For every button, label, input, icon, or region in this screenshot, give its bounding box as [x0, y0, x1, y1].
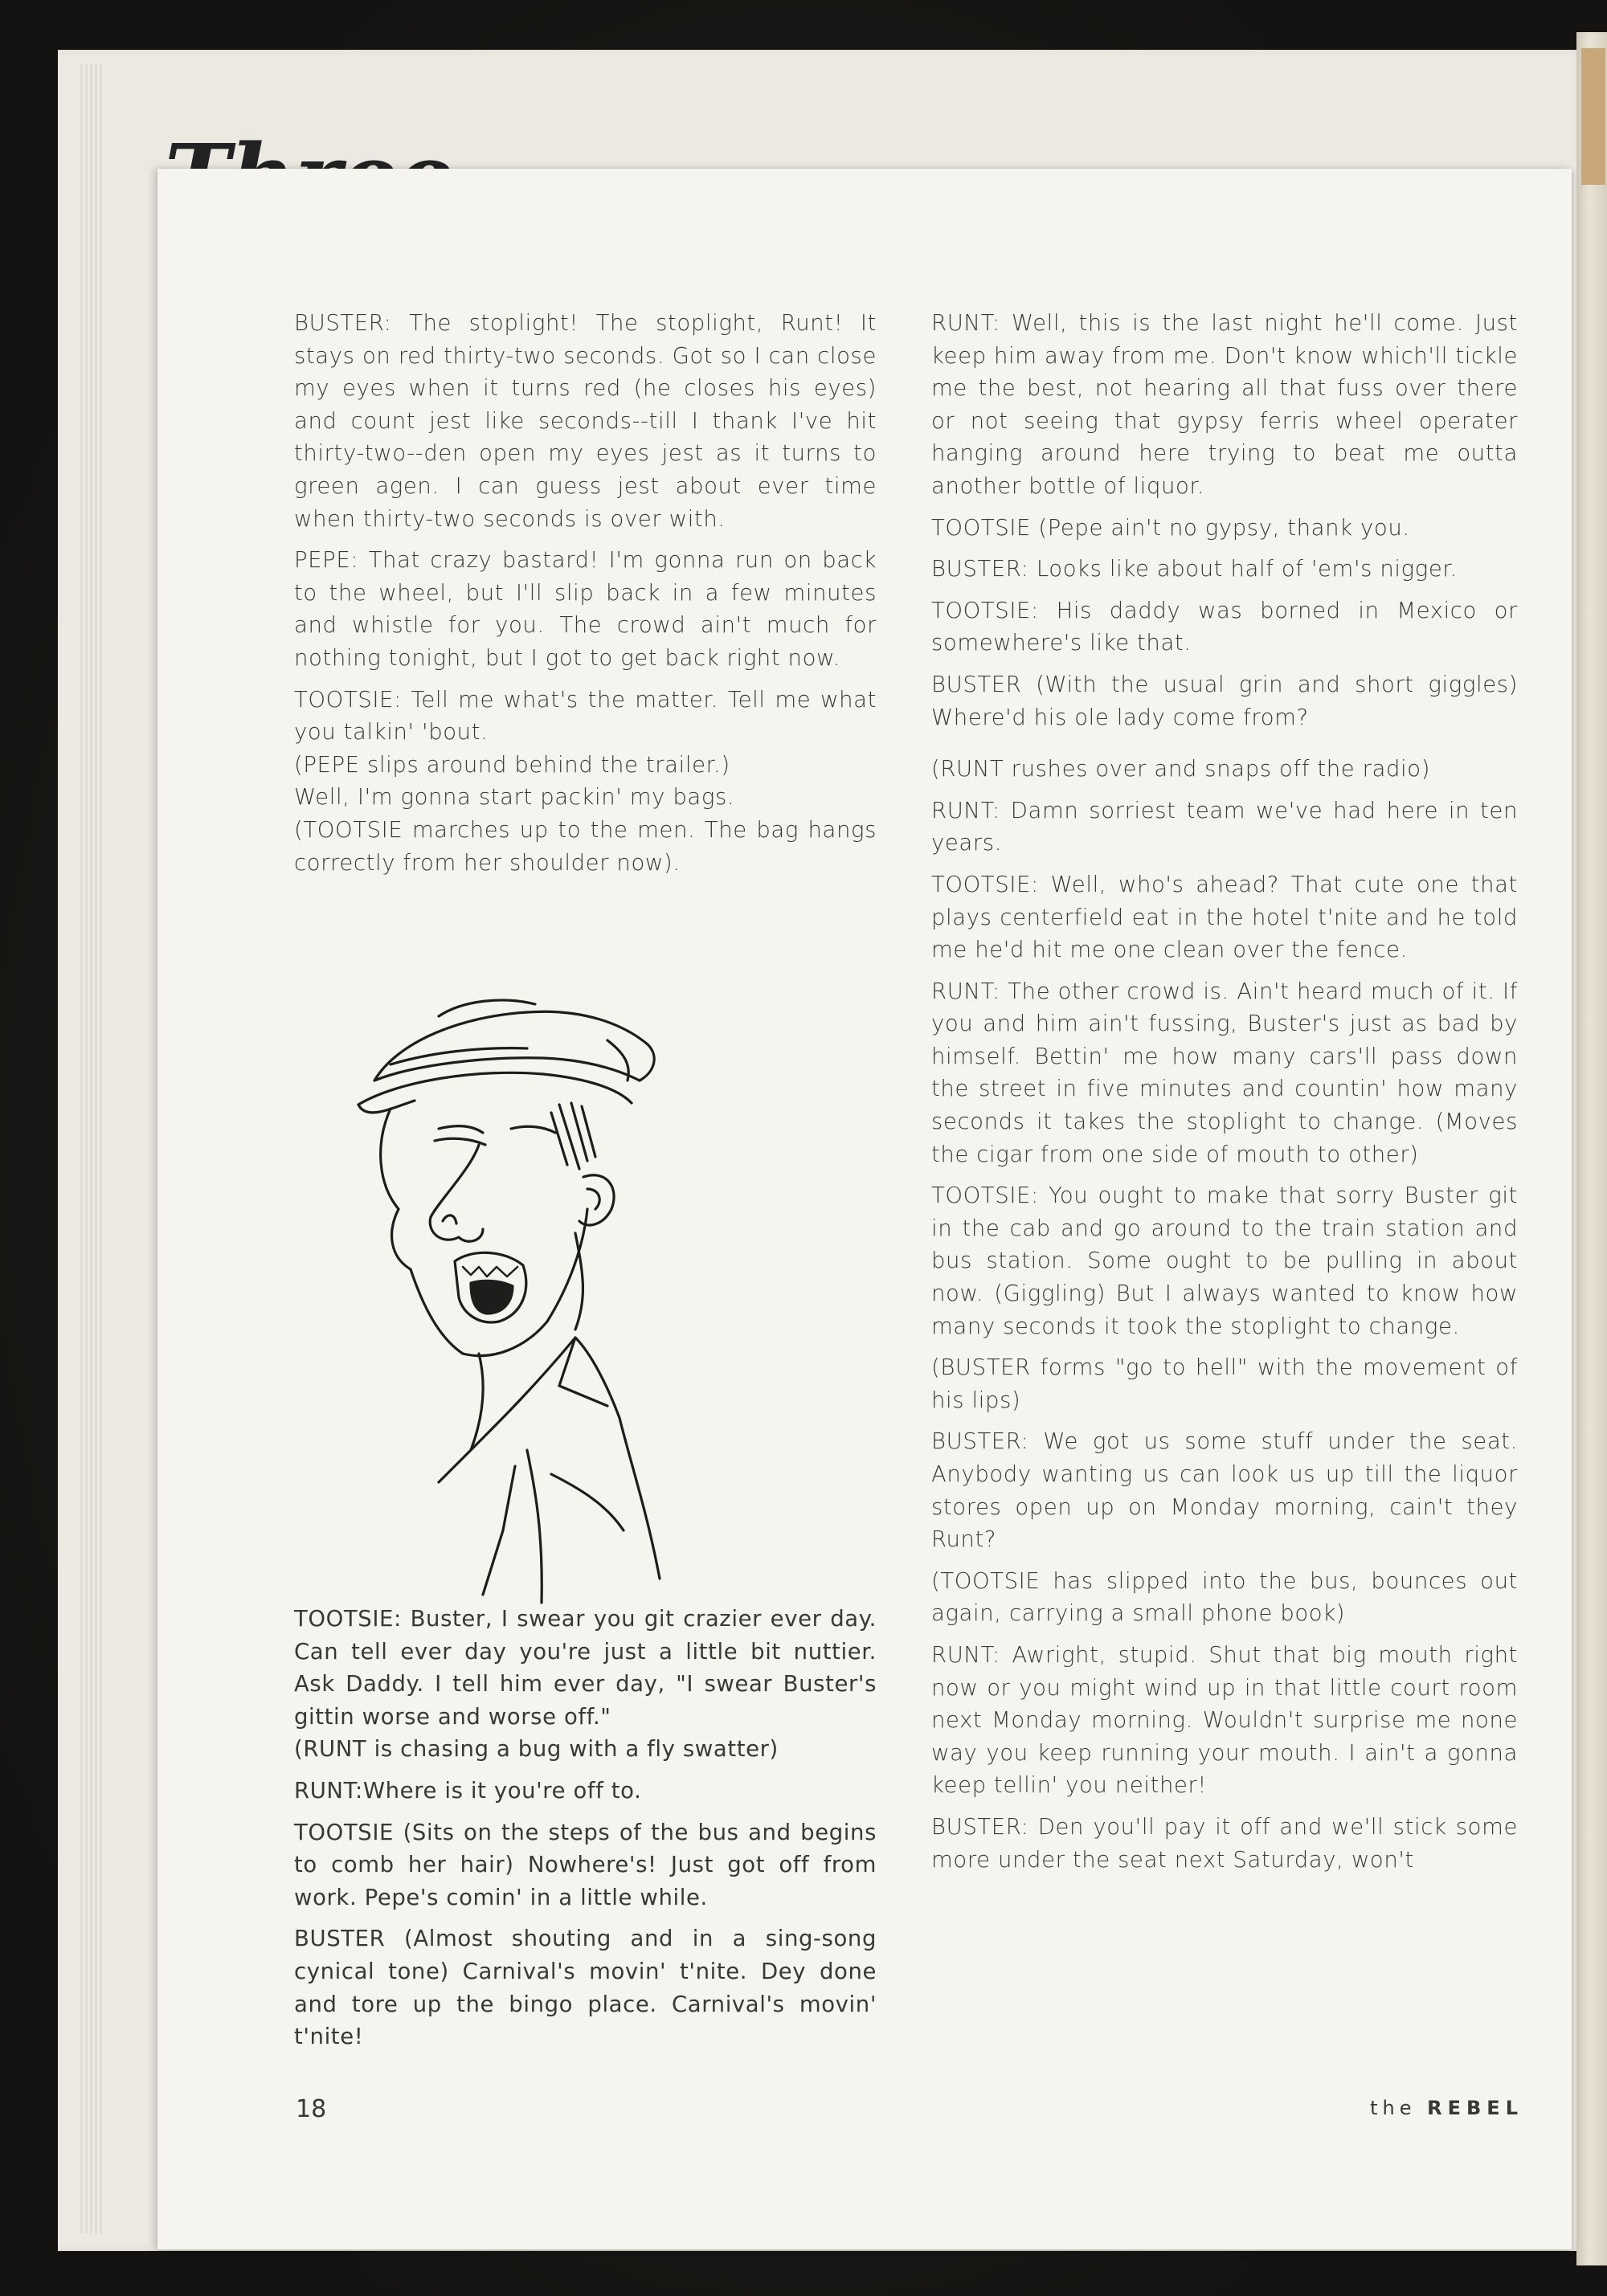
paragraph: BUSTER: Looks like about half of 'em's nigger. — [931, 556, 1458, 582]
paragraph: BUSTER: The stoplight! The stoplight, Runt! It stays on red thirty-two seconds. Got so I can close my eyes when it turns red (he closes his eyes) and count jest like seconds--till I thank I've hit thirty-two--den open my eyes jest as it turns to green agen. I can guess jest about ever time when thirty-two seconds is over with. — [294, 310, 877, 532]
right-column — [931, 307, 1518, 1885]
paragraph: BUSTER (Almost shouting and in a sing-song cynical tone) Carnival's movin' t'nite. Dey done and tore up the bingo place. Carnival's movin' t'nite! — [294, 1926, 877, 2050]
paragraph: PEPE: That crazy bastard! I'm gonna run on back to the wheel, but I'll slip back in a few minutes and whistle for you. The crowd ain't much for nothing tonight, but I got to get back right now. — [294, 547, 877, 671]
magazine-page — [157, 169, 1572, 2249]
paragraph: RUNT: Well, this is the last night he'll come. Just keep him away from me. Don't know which'll tickle me the best, not hearing all that fuss over there or not seeing that gypsy ferris wheel operater hanging around here trying to beat me outta another bottle of liquor. — [931, 310, 1518, 499]
magazine-name — [1370, 2097, 1523, 2119]
paragraph: Well, I'm gonna start packin' my bags. — [294, 784, 735, 811]
paragraph: RUNT:Where is it you're off to. — [294, 1777, 642, 1804]
magazine-title: REBEL — [1427, 2097, 1523, 2119]
next-page-edge — [1576, 32, 1607, 2265]
paragraph: TOOTSIE: Well, who's ahead? That cute one that plays centerfield eat in the hotel t'nite and he told me he'd hit me one clean over the fence. — [931, 871, 1518, 963]
paragraph: TOOTSIE: Tell me what's the matter. Tell me what you talkin' 'bout. — [294, 686, 877, 746]
stage-direction: (TOOTSIE has slipped into the bus, bounces out again, carrying a small phone book) — [931, 1567, 1518, 1627]
left-column-bottom — [294, 1603, 877, 2062]
paragraph: RUNT: Damn sorriest team we've had here in ten years. — [931, 797, 1518, 856]
paragraph: TOOTSIE: Buster, I swear you git crazier ever day. Can tell ever day you're just a little bit nuttier. Ask Daddy. I tell him ever day, "I swear Buster's gittin worse and worse off." — [294, 1606, 877, 1730]
stage-direction: (PEPE slips around behind the trailer.) — [294, 751, 730, 778]
page-number: 18 — [296, 2095, 327, 2123]
paragraph: TOOTSIE (Pepe ain't no gypsy, thank you. — [931, 514, 1410, 541]
paragraph: BUSTER: Den you'll pay it off and we'll stick some more under the seat next Saturday, won't — [931, 1813, 1518, 1873]
stage-direction: (BUSTER forms "go to hell" with the movement of his lips) — [931, 1354, 1518, 1413]
paragraph: RUNT: Awright, stupid. Shut that big mouth right now or you might wind up in that little court room next Monday morning. Wouldn't surprise me none way you keep running your mouth. I ain't a gonna keep tellin' you neither! — [931, 1641, 1518, 1799]
man-in-cap-sketch — [342, 968, 680, 1611]
paragraph: TOOTSIE: You ought to make that sorry Buster git in the cab and go around to the train station and bus station. Some ought to be pulling in about now. (Giggling) But I always wanted to know how many seconds it took the stoplight to change. — [931, 1183, 1518, 1339]
paragraph: TOOTSIE: His daddy was borned in Mexico or somewhere's like that. — [931, 597, 1518, 656]
stage-direction: (RUNT is chasing a bug with a fly swatter) — [294, 1736, 779, 1763]
paragraph: RUNT: The other crowd is. Ain't heard much of it. If you and him ain't fussing, Buster's just as bad by himself. Bettin' me how many cars'll pass down the street in five minutes and countin' how many seconds it takes the stoplight to change. (Moves the cigar from one side of mouth to other) — [931, 978, 1518, 1167]
stage-direction: (TOOTSIE marches up to the men. The bag hangs correctly from her shoulder now). — [294, 816, 877, 876]
paragraph: BUSTER (With the usual grin and short giggles) Where'd his ole lady come from? — [931, 671, 1518, 730]
magazine-prefix: the — [1370, 2097, 1417, 2119]
left-column-top — [294, 307, 877, 888]
paragraph: TOOTSIE (Sits on the steps of the bus and begins to comb her hair) Nowhere's! Just got off from work. Pepe's comin' in a little while. — [294, 1819, 877, 1910]
page-stack-edge — [80, 64, 103, 2233]
stage-direction: (RUNT rushes over and snaps off the radio) — [931, 756, 1431, 782]
paragraph: BUSTER: We got us some stuff under the seat. Anybody wanting us can look us up till the liquor stores open up on Monday morning, cain't they Runt? — [931, 1428, 1518, 1553]
